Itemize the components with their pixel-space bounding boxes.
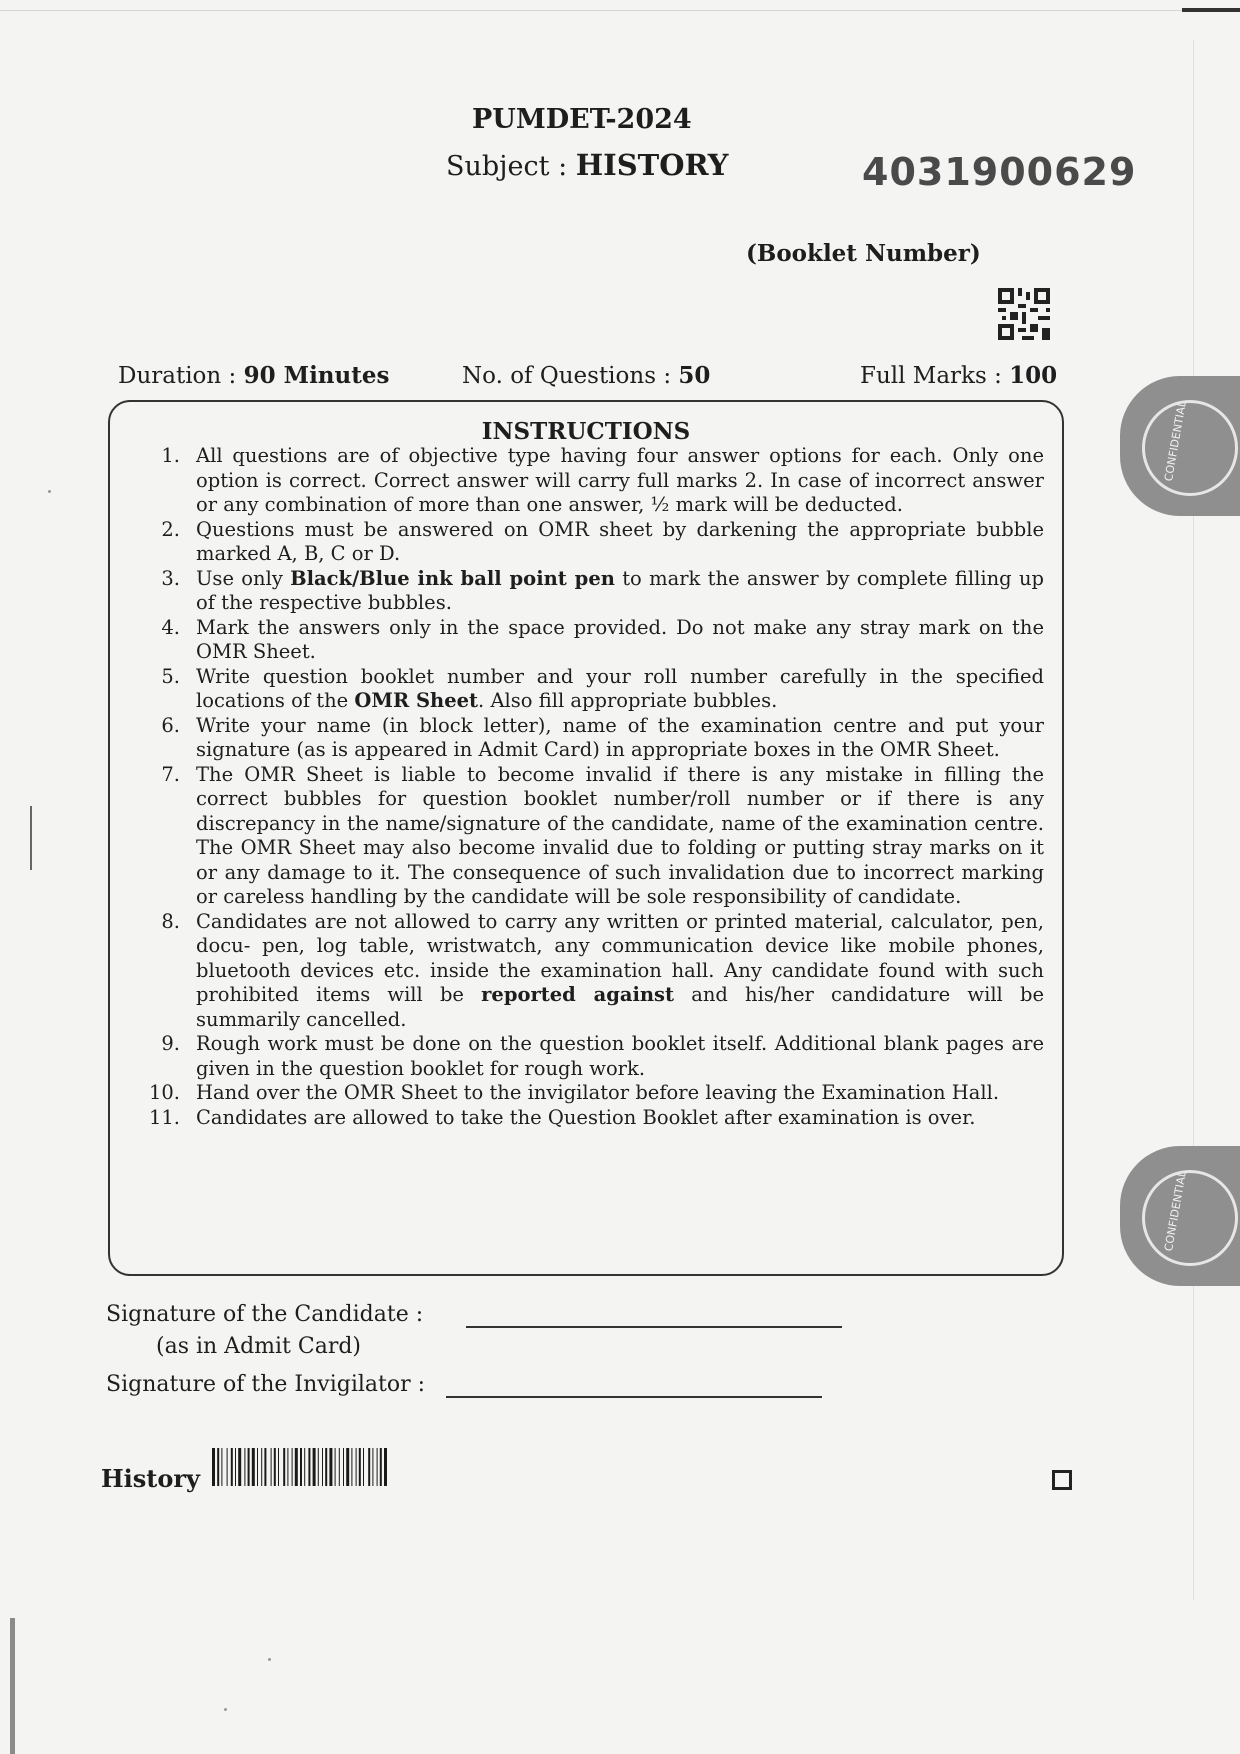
barcode-bar bbox=[231, 1448, 233, 1486]
instruction-text: Questions must be answered on OMR sheet by darkening the appropriate bubble marked A, B, C or D. bbox=[196, 517, 1044, 565]
subject-label: Subject : bbox=[446, 151, 576, 182]
question-count bbox=[462, 362, 710, 389]
barcode-bar bbox=[351, 1448, 352, 1486]
instruction-number: 7. bbox=[161, 762, 180, 786]
instruction-number: 10. bbox=[148, 1081, 180, 1104]
invigilator-signature-label: Signature of the Invigilator : bbox=[106, 1372, 426, 1397]
barcode-bar bbox=[217, 1448, 219, 1486]
right-scan-edge bbox=[1193, 40, 1194, 1600]
barcode-bar bbox=[377, 1448, 378, 1486]
instructions-list bbox=[140, 444, 1044, 1130]
instruction-text: The OMR Sheet is liable to become invalid if there is any mistake in filling the correct bubbles for question booklet number/roll number or if there is any discrepancy in the name/signature of the candidate, name of the examination centre. The OMR Sheet may also become invalid due to folding or putting stray marks on it or any damage to it. The consequence of such invalidation due to incorrect marking or careless handling by the candidate will be sole responsibility of candidate. bbox=[196, 762, 1044, 908]
instruction-number: 4. bbox=[161, 615, 180, 639]
instruction-number: 11. bbox=[148, 1105, 180, 1129]
instructions-box bbox=[108, 400, 1064, 1276]
instruction-item bbox=[140, 444, 1044, 518]
barcode-bar bbox=[346, 1448, 349, 1486]
barcode-bar bbox=[343, 1448, 344, 1486]
instruction-text: Candidates are allowed to take the Question Booklet after examination is over. bbox=[196, 1105, 976, 1129]
subject-value: HISTORY bbox=[575, 148, 729, 182]
question-count-value: 50 bbox=[678, 362, 711, 389]
candidate-signature-note: (as in Admit Card) bbox=[156, 1334, 362, 1359]
barcode-bar bbox=[372, 1448, 373, 1486]
barcode-bar bbox=[318, 1448, 319, 1486]
stamp-text: CONFIDENTIAL bbox=[1162, 1169, 1189, 1253]
instruction-number: 8. bbox=[161, 909, 180, 933]
instruction-emphasis: Black/Blue ink ball point pen bbox=[290, 566, 615, 590]
booklet-number: 4031900629 bbox=[862, 150, 1137, 194]
instruction-number: 1. bbox=[161, 444, 180, 467]
barcode-bar bbox=[322, 1448, 323, 1486]
barcode-bar bbox=[356, 1448, 357, 1486]
qr-code-icon bbox=[998, 288, 1050, 340]
barcode-bar bbox=[335, 1448, 336, 1486]
barcode-bar bbox=[300, 1448, 302, 1486]
instruction-text: . Also fill appropriate bubbles. bbox=[478, 689, 778, 712]
square-marker-icon bbox=[1052, 1470, 1072, 1490]
edge-tick bbox=[30, 806, 32, 870]
duration-label: Duration : bbox=[118, 363, 244, 389]
confidential-stamp bbox=[1120, 1146, 1240, 1286]
barcode-icon bbox=[212, 1448, 544, 1486]
instruction-text: Write your name (in block letter), name of the examination centre and put your signature (as is appeared in Admit Card) in appropriate boxes in the OMR Sheet. bbox=[196, 713, 1044, 761]
top-scan-edge bbox=[0, 10, 1240, 11]
barcode-bar bbox=[295, 1448, 298, 1486]
instruction-text: Candidates are not allowed to carry any written or printed material, calculator, pen, docu- pen, log table, wristwatch, any communication device like mobile phones, bluetooth devices etc. inside the examination hall. Any candidate found with such prohibited items will be bbox=[196, 909, 1044, 1006]
barcode-bar bbox=[304, 1448, 305, 1486]
barcode-bar bbox=[339, 1448, 340, 1486]
instruction-number: 3. bbox=[161, 566, 180, 590]
barcode-bar bbox=[261, 1448, 262, 1486]
instruction-text: and his/her candidature will be summarily cancelled. bbox=[196, 983, 1044, 1031]
instruction-text: Rough work must be done on the question booklet itself. Additional blank pages are given in the question booklet for rough work. bbox=[196, 1032, 1044, 1080]
instruction-number: 9. bbox=[161, 1032, 180, 1055]
barcode-bar bbox=[325, 1448, 327, 1486]
stamp-ring bbox=[1142, 400, 1238, 496]
instruction-text: to mark the answer by complete filling up of the respective bubbles. bbox=[196, 566, 1044, 614]
full-marks-value: 100 bbox=[1009, 362, 1058, 389]
speck bbox=[268, 1658, 271, 1661]
barcode-bar bbox=[359, 1448, 361, 1486]
barcode-bar bbox=[227, 1448, 228, 1486]
barcode-bar bbox=[264, 1448, 266, 1486]
candidate-signature-line[interactable] bbox=[466, 1326, 842, 1328]
duration-value: 90 Minutes bbox=[243, 362, 390, 389]
instruction-item bbox=[140, 616, 1044, 665]
barcode-bar bbox=[248, 1448, 250, 1486]
instruction-emphasis: reported against bbox=[481, 983, 675, 1006]
instruction-text: Hand over the OMR Sheet to the invigilator before leaving the Examination Hall. bbox=[196, 1081, 1000, 1104]
barcode-bar bbox=[271, 1448, 272, 1486]
instruction-item bbox=[140, 665, 1044, 714]
instruction-item bbox=[140, 1081, 1044, 1106]
instruction-emphasis: OMR Sheet bbox=[354, 689, 479, 712]
footer-subject-label: History bbox=[101, 1464, 200, 1493]
subject-line bbox=[446, 148, 728, 182]
barcode-bar bbox=[257, 1448, 258, 1486]
barcode-bar bbox=[283, 1448, 285, 1486]
speck bbox=[224, 1708, 227, 1711]
speck bbox=[48, 490, 51, 493]
instruction-text: All questions are of objective type having four answer options for each. Only one option is correct. Correct answer will carry full marks 2. In case of incorrect answer or any combination of more than one answer, ½ mark will be deducted. bbox=[196, 444, 1044, 516]
candidate-signature-label: Signature of the Candidate : bbox=[106, 1302, 424, 1327]
barcode-bar bbox=[313, 1448, 316, 1486]
barcode-bar bbox=[287, 1448, 288, 1486]
barcode-bar bbox=[212, 1448, 215, 1486]
barcode-bar bbox=[308, 1448, 310, 1486]
barcode-bar bbox=[244, 1448, 245, 1486]
barcode-bar bbox=[238, 1448, 241, 1486]
invigilator-signature-line[interactable] bbox=[446, 1396, 822, 1398]
exam-title: PUMDET-2024 bbox=[472, 104, 692, 135]
barcode-bar bbox=[329, 1448, 332, 1486]
barcode-bar bbox=[292, 1448, 293, 1486]
instruction-number: 2. bbox=[161, 517, 180, 541]
instruction-number: 5. bbox=[161, 664, 180, 688]
barcode-bar bbox=[235, 1448, 236, 1486]
full-marks bbox=[860, 362, 1057, 389]
corner-mark bbox=[1182, 8, 1240, 12]
question-count-label: No. of Questions : bbox=[462, 363, 679, 389]
confidential-stamp bbox=[1120, 376, 1240, 516]
barcode-bar bbox=[363, 1448, 364, 1486]
left-scan-bar bbox=[10, 1618, 15, 1754]
instruction-item bbox=[140, 763, 1044, 910]
instruction-text: Use only bbox=[196, 566, 291, 590]
duration bbox=[118, 362, 389, 389]
instruction-text: Mark the answers only in the space provided. Do not make any stray mark on the OMR Sheet. bbox=[196, 615, 1044, 663]
booklet-number-caption: (Booklet Number) bbox=[746, 240, 981, 267]
instruction-item bbox=[140, 714, 1044, 763]
barcode-bar bbox=[221, 1448, 222, 1486]
instructions-heading: INSTRUCTIONS bbox=[481, 418, 691, 445]
barcode-bar bbox=[384, 1448, 387, 1486]
barcode-bar bbox=[274, 1448, 276, 1486]
barcode-bar bbox=[278, 1448, 279, 1486]
instruction-item bbox=[140, 518, 1044, 567]
barcode-bar bbox=[368, 1448, 370, 1486]
instruction-item bbox=[140, 1032, 1044, 1081]
instruction-text: Write question booklet number and your roll number carefully in the specified locations of the bbox=[196, 664, 1044, 712]
stamp-ring bbox=[1142, 1170, 1238, 1266]
barcode-bar bbox=[252, 1448, 255, 1486]
instruction-item bbox=[140, 910, 1044, 1033]
full-marks-label: Full Marks : bbox=[860, 363, 1010, 389]
instruction-item bbox=[140, 1106, 1044, 1131]
instruction-number: 6. bbox=[161, 713, 180, 737]
barcode-bar bbox=[380, 1448, 382, 1486]
instruction-item bbox=[140, 567, 1044, 616]
stamp-text: CONFIDENTIAL bbox=[1162, 399, 1189, 483]
